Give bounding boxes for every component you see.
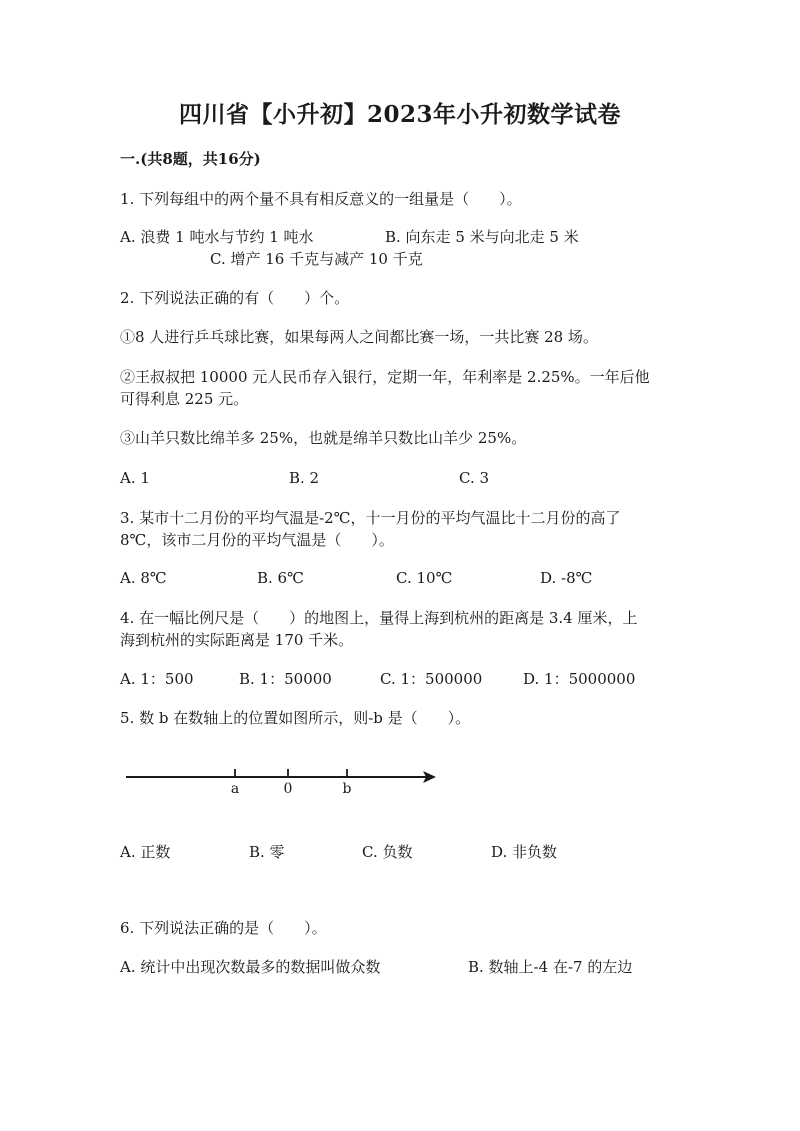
question-5-stem: 5. 数 b 在数轴上的位置如图所示，则-b 是（ ）。 [120,709,471,727]
question-2-stem: 2. 下列说法正确的有（ ）个。 [120,289,350,307]
section-heading: 一.(共8题，共16分) [120,150,261,168]
question-3-stem-cont: 8℃，该市二月份的平均气温是（ ）。 [120,531,394,549]
question-2-statement-3: ③山羊只数比绵羊多 25%，也就是绵羊只数比山羊少 25%。 [120,429,527,447]
question-6-stem: 6. 下列说法正确的是（ ）。 [120,919,327,937]
question-3-option-a: A. 8℃ [120,569,167,587]
question-2-option-c: C. 3 [459,469,490,487]
question-4-option-b: B. 1：50000 [239,670,332,688]
question-1-option-c: C. 增产 16 千克与减产 10 千克 [210,250,423,268]
question-5-option-c: C. 负数 [362,843,413,861]
question-4-option-a: A. 1：500 [120,670,194,688]
question-2-option-b: B. 2 [289,469,320,487]
question-1-option-a: A. 浪费 1 吨水与节约 1 吨水 [120,228,314,246]
question-2-statement-2-cont: 可得利息 225 元。 [120,390,249,408]
number-line-figure [120,755,450,805]
question-1-option-b: B. 向东走 5 米与向北走 5 米 [385,228,579,246]
question-4-stem-cont: 海到杭州的实际距离是 170 千米。 [120,631,354,649]
question-5-option-d: D. 非负数 [491,843,558,861]
question-4-option-d: D. 1：5000000 [523,670,636,688]
question-6-option-b: B. 数轴上-4 在-7 的左边 [468,958,633,976]
exam-title: 四川省【小升初】2023年小升初数学试卷 [178,101,621,128]
question-2-statement-1: ①8 人进行乒乓球比赛，如果每两人之间都比赛一场，一共比赛 28 场。 [120,328,598,346]
question-2-statement-2: ②王叔叔把 10000 元人民币存入银行，定期一年，年利率是 2.25%。一年后他 [120,368,650,386]
question-3-option-d: D. -8℃ [540,569,593,587]
question-5-option-b: B. 零 [249,843,285,861]
question-5-option-a: A. 正数 [120,843,171,861]
question-3-option-b: B. 6℃ [257,569,304,587]
question-2-option-a: A. 1 [120,469,150,487]
tick-label-a: a [230,781,240,797]
question-3-stem: 3. 某市十二月份的平均气温是-2℃，十一月份的平均气温比十二月份的高了 [120,509,621,527]
question-6-option-a: A. 统计中出现次数最多的数据叫做众数 [120,958,381,976]
question-3-option-c: C. 10℃ [396,569,453,587]
tick-label-zero: 0 [283,781,293,797]
question-4-stem: 4. 在一幅比例尺是（ ）的地图上，量得上海到杭州的距离是 3.4 厘米，上 [120,609,638,627]
question-1-stem: 1. 下列每组中的两个量不具有相反意义的一组量是（ ）。 [120,190,522,208]
question-4-option-c: C. 1：500000 [380,670,483,688]
tick-label-b: b [342,781,352,797]
